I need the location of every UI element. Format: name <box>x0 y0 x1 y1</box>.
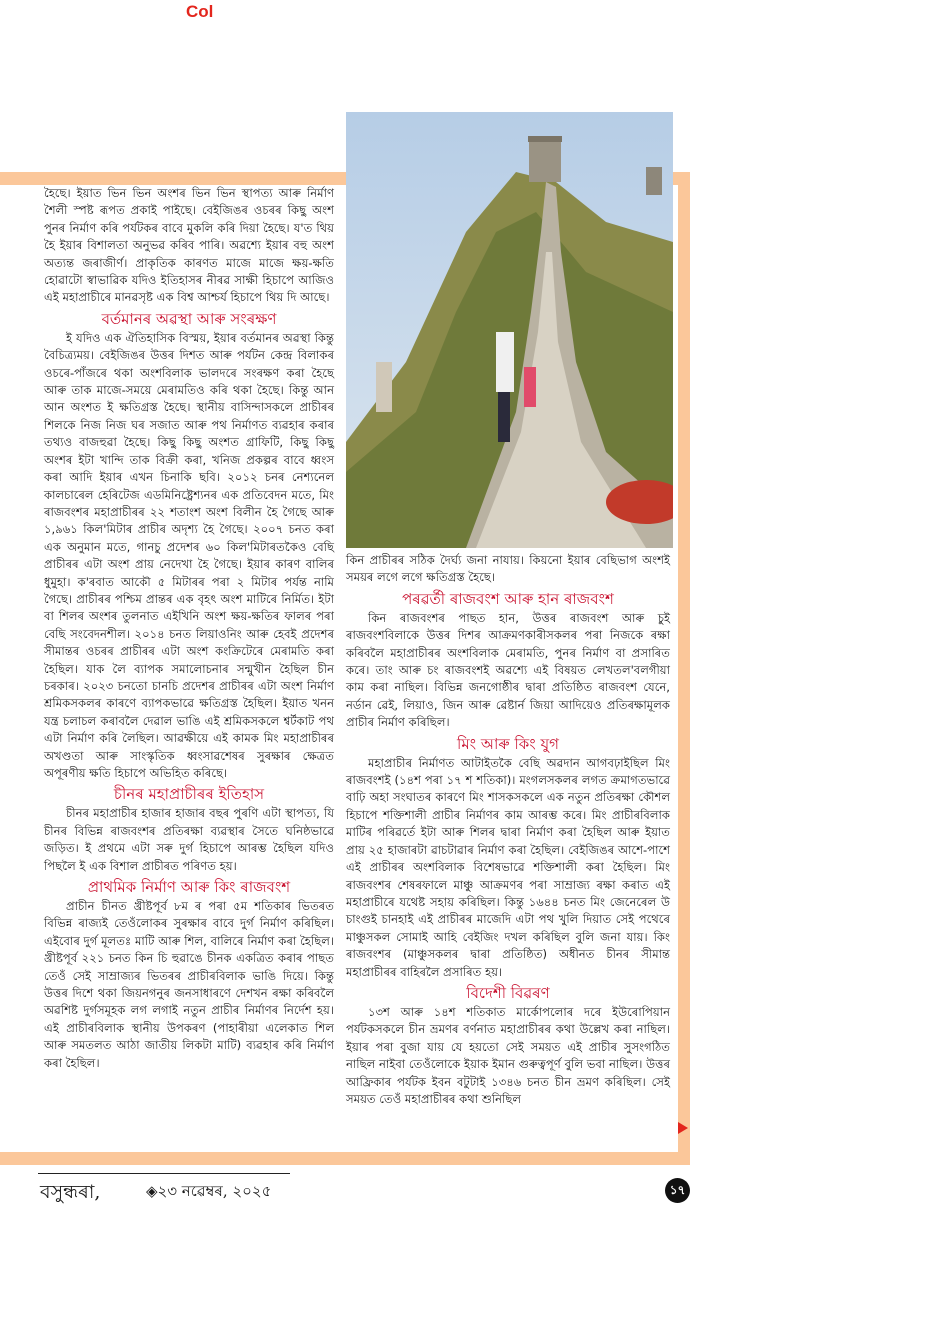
left-article-column <box>44 185 334 1072</box>
continued-arrow-icon <box>678 1122 688 1134</box>
section-heading: বিদেশী বিৱৰণ <box>466 983 550 1002</box>
magazine-name: বসুন্ধৰা, <box>40 1181 101 1203</box>
issue-date: ◈২৩ নৱেম্বৰ, ২০২৫ <box>146 1182 272 1200</box>
footer-rule <box>38 1173 290 1174</box>
section-heading: পৰৱৰ্তী ৰাজবংশ আৰু হান ৰাজবংশ <box>402 589 614 608</box>
paragraph: ই যদিও এক ঐতিহাসিক বিস্ময়, ইয়াৰ বৰ্তমানৰ অৱস্থা কিন্তু বৈচিত্ৰ্যময়। বেইজিঙৰ উত্তৰ দিশত আৰু পৰ্যটন কেন্দ্ৰ বিলাকৰ ওচৰে-পাঁজৰে থকা অংশবিলাক ভালদৰে সংৰক্ষণ কৰা হৈছে আৰু তাক মাজে-সময়ে মেৰামতিও কৰি থকা হৈছে। কিন্তু আন আন অংশত ই ক্ষতিগ্ৰস্ত হৈছে। স্থানীয় বাসিন্দাসকলে প্ৰাচীৰৰ শিলকে নিজ নিজ ঘৰ সজাত আৰু পথ নিৰ্মাণত ব্যৱহাৰ কৰাৰ তথ্যও বাজহুৱা হৈছে। কিছু কিছু অংশত গ্ৰাফিটি, কিছু কিছু অংশৰ ইটা খান্দি তাক বিক্ৰী কৰা, খনিজ প্ৰকল্পৰ বাবে ধ্বংস কৰা আদি ইয়াৰ এখন চিনাকি ছবি। ২০১২ চনৰ নেশ্যনেল কালচাৰেল হেৰিটেজ এডমিনিষ্ট্ৰেশ্যনৰ এক প্ৰতিবেদন মতে, মিং ৰাজবংশৰ মহাপ্ৰাচীৰৰ ২২ শতাংশ অংশ বিলীন হৈ গৈছে আৰু ১,৯৬১ কিল'মিটাৰ প্ৰাচীৰ অদৃশ্য হৈ গৈছে। ২০০৭ চনত কৰা এক অনুমান মতে, গানচু প্ৰদেশৰ ৬০ কিল'মিটাৰতকৈও বেছি প্ৰাচীৰৰ এটা অংশ প্ৰায় নেদেখা হৈ গৈছে। ইয়াৰ কাৰণ বালিৰ ধুমুহা। ক'ৰবাত আকৌ ৫ মিটাৰৰ পৰা ২ মিটাৰ পৰ্যন্ত নামি গৈছে। প্ৰাচীৰৰ পশ্চিম প্ৰান্তৰ এক বৃহৎ অংশ মাটিৰে নিৰ্মিত। ইটা বা শিলৰ অংশৰ তুলনাত এইখিনি অংশ ক্ষয়-ক্ষতিৰ ফালৰ পৰা বেছি সংবেদনশীল। ২০১৪ চনত লিয়াওনিং আৰু হেবই প্ৰদেশৰ সীমান্তৰ ওচৰৰ প্ৰাচীৰৰ এটা অংশ কংক্ৰিটেৰে মেৰামতি কৰা হৈছিল। যাক লৈ ব্যাপক সমালোচনাৰ সন্মুখীন হৈছিল চীন চৰকাৰ। ২০২৩ চনতো চানচি প্ৰদেশৰ প্ৰাচীৰৰ এটা অংশ নিৰ্মাণ শ্ৰমিকসকলৰ কাৰণে ব্যাপকভাৱে ক্ষতিগ্ৰস্ত হৈছিল। ইয়াত খনন যন্ত্ৰ চলাচল কৰাবলৈ দেৱাল ভাঙি এই শ্ৰমিকসকলে শ্বৰ্টকাট পথ এটা নিৰ্মাণ কৰি লৈছিল। আৱক্ষীয়ে এই কামক মিং মহাপ্ৰাচীৰৰ অখণ্ডতা আৰু সাংস্কৃতিক ধ্বংসাৱশেষৰ সুৰক্ষাৰ ক্ষেত্ৰত অপূৰণীয় ক্ষতি হিচাপে অভিহিত কৰিছে। <box>44 330 334 780</box>
paragraph: হৈছে। ইয়াত ভিন ভিন অংশৰ ভিন ভিন স্থাপত্য আৰু নিৰ্মাণ শৈলী স্পষ্ট ৰূপত প্ৰকাই পাইছে। বেইজিঙৰ ওচৰৰ কিছু অংশ পুনৰ নিৰ্মাণ কৰি পৰ্যটকৰ বাবে মুকলি কৰি দিয়া হৈছে। য'ত থিয় হৈ ইয়াৰ বিশালতা অনুভৱ কৰিব পাৰি। অৱশ্যে ইয়াৰ বহু অংশ অত্যন্ত জৰাজীৰ্ণ। প্ৰাকৃতিক কাৰণত মাজে মাজে ক্ষয়-ক্ষতি হোৱাটো স্বাভাৱিক যদিও ইতিহাসৰ নীৰৱ সাক্ষী হিচাপে আজিও এই মহাপ্ৰাচীৰে মানৱসৃষ্ট এক বিশ্ব আশ্চৰ্য হিচাপে থিয় দি আছে। <box>44 186 334 305</box>
paragraph: ১৩শ আৰু ১৪শ শতিকাত মাৰ্কোপলোৰ দৰে ইউৰোপিয়ান পৰ্যটকসকলে চীন ভ্ৰমণৰ বৰ্ণনাত মহাপ্ৰাচীৰৰ কথা উল্লেখ কৰা নাছিল। ইয়াৰ পৰা বুজা যায় যে হয়তো সেই সময়ত এই প্ৰাচীৰ সুসংগঠিত নাছিল নাইবা তেওঁলোকে ইয়াক ইমান গুৰুত্বপূৰ্ণ বুলি ভবা নাছিল। উত্তৰ আফ্ৰিকাৰ পৰ্যটক ইবন বটুটাই ১৩৪৬ চনত চীন ভ্ৰমণ কৰিছিল। সেই সময়ত তেওঁ মহাপ্ৰাচীৰৰ কথা শুনিছিল <box>346 1004 670 1106</box>
page-number: ১৭ <box>665 1178 690 1203</box>
section-heading: মিং আৰু কিং যুগ <box>457 734 559 753</box>
decorative-band-right <box>678 172 690 1164</box>
right-article-column <box>346 552 670 1108</box>
paragraph: প্ৰাচীন চীনত খ্ৰীষ্টপূৰ্ব ৮ম ৰ পৰা ৫ম শতিকাৰ ভিতৰত বিভিন্ন ৰাজ্যই তেওঁলোকৰ সুৰক্ষাৰ বাবে দুৰ্গ নিৰ্মাণ কৰিছিল। এইবোৰ দুৰ্গ মূলতঃ মাটি আৰু শিল, বালিৰে নিৰ্মাণ কৰা হৈছিল। খ্ৰীষ্টপূৰ্ব ২২১ চনত কিন চি হুৱাঙে চীনক একত্ৰিত কৰাৰ পাছত তেওঁ সেই সাম্ৰাজ্যৰ ভিতৰৰ প্ৰাচীৰবিলাক ভাঙি দিয়ে। কিন্তু উত্তৰ দিশে থকা জিয়নগনুৰ জনসাধাৰণে দেশখন ৰক্ষা কৰিবলৈ অৱশিষ্ট দুৰ্গসমূহক লগ লগাই নতুন প্ৰাচীৰ নিৰ্মাণৰ নিৰ্দেশ হয়। এই প্ৰাচীৰবিলাক স্থানীয় উপকৰণ (পাহাৰীয়া এলেকাত শিল আৰু সমতলত আঠা জাতীয় লিকটা মাটি) ব্যৱহাৰ কৰি নিৰ্মাণ কৰা হৈছিল। <box>44 899 334 1070</box>
section-heading: প্ৰাথমিক নিৰ্মাণ আৰু কিং ৰাজবংশ <box>87 878 291 897</box>
section-heading: চীনৰ মহাপ্ৰাচীৰৰ ইতিহাস <box>113 785 265 804</box>
paragraph: চীনৰ মহাপ্ৰাচীৰ হাজাৰ হাজাৰ বছৰ পুৰণি এটা স্থাপত্য, যি চীনৰ বিভিন্ন ৰাজবংশৰ প্ৰতিৰক্ষা ব্যৱস্থাৰ সৈতে ঘনিষ্ঠভাৱে জড়িত। ই প্ৰথমে এটা সৰু দুৰ্গ হিচাপে আৰম্ভ হৈছিল যদিও পিছলৈ ই এক বিশাল প্ৰাচীৰত পৰিণত হয়। <box>44 806 334 873</box>
column-label: Col <box>186 2 214 21</box>
decorative-band-bottom <box>0 1152 690 1165</box>
paragraph: কিন ৰাজবংশৰ পাছত হান, উত্তৰ ৰাজবংশ আৰু চুই ৰাজবংশবিলাকে উত্তৰ দিশৰ আক্ৰমণকাৰীসকলৰ পৰা নিজকে ৰক্ষা কৰিবলৈ মহাপ্ৰাচীৰৰ অংশবিলাক মেৰামতি, পুনৰ নিৰ্মাণ বা প্ৰসাৰিত কৰে। তাং আৰু চং ৰাজবংশই অৱশ্যে এই বিষয়ত লেখতল'বলগীয়া কাম কৰা নাছিল। বিভিন্ন জনগোষ্ঠীৰ দ্বাৰা প্ৰতিষ্ঠিত ৰাজবংশ যেনে, নৰ্ডান ৱেই, লিয়াও, জিন আৰু ৱেষ্টাৰ্ন জিয়া আদিয়েও প্ৰতিৰক্ষামূলক প্ৰাচীৰ নিৰ্মাণ কৰিছিল। <box>346 610 670 730</box>
section-heading: বৰ্তমানৰ অৱস্থা আৰু সংৰক্ষণ <box>101 309 277 328</box>
great-wall-photo <box>346 112 673 548</box>
paragraph: কিন প্ৰাচীৰৰ সঠিক দৈৰ্ঘ্য জনা নাযায়। কিয়নো ইয়াৰ বেছিভাগ অংশই সময়ৰ লগে লগে ক্ষতিগ্ৰস্ত হৈছে। <box>346 553 670 585</box>
paragraph: মহাপ্ৰাচীৰ নিৰ্মাণত আটাইতকৈ বেছি অৱদান আগবঢ়াইছিল মিং ৰাজবংশই (১৪শ পৰা ১৭ শ শতিকা)। মংগলসকলৰ লগত ক্ৰমাগতভাৱে বাঢ়ি অহা সংঘাতৰ কাৰণে মিং শাসকসকলে এক নতুন প্ৰতিৰক্ষা কৌশল হিচাপে শক্তিশালী প্ৰাচীৰ নিৰ্মাণৰ কাম আৰম্ভ কৰে। মিং প্ৰাচীৰবিলাক মাটিৰ পৰিৱৰ্তে ইটা আৰু শিলৰ দ্বাৰা নিৰ্মাণ কৰা হৈছিল আৰু ইয়াত প্ৰায় ২৫ হাজাৰটা ৱাচটাৱাৰ নিৰ্মাণ কৰা হৈছিল। বেইজিঙৰ আশে-পাশে এই প্ৰাচীৰৰ অংশবিলাক বিশেষভাৱে শক্তিশালী কৰা হৈছিল। মিং ৰাজবংশৰ শেষৰফালে মাঞ্চু আক্ৰমণৰ পৰা সাম্ৰাজ্য ৰক্ষা কৰাত এই মহাপ্ৰাচীৰে যথেষ্ট সহায় কৰিছিল। কিন্তু ১৬৪৪ চনত মিং জেনেৰেল উ চাংগুই চানহাই এই প্ৰাচীৰৰ মাজেদি এটা পথ খুলি দিয়াত সেই পথেৰে মাঞ্চুসকল সোমাই আহি বেইজিং দখল কৰিছিল বুলি জনা যায়। কিং ৰাজবংশৰ (মাঞ্চুসকলৰ দ্বাৰা প্ৰতিষ্ঠিত) অধীনত চীনৰ সীমান্ত মহাপ্ৰাচীৰৰ বাহিৰলৈ প্ৰসাৰিত হয়। <box>346 755 670 979</box>
